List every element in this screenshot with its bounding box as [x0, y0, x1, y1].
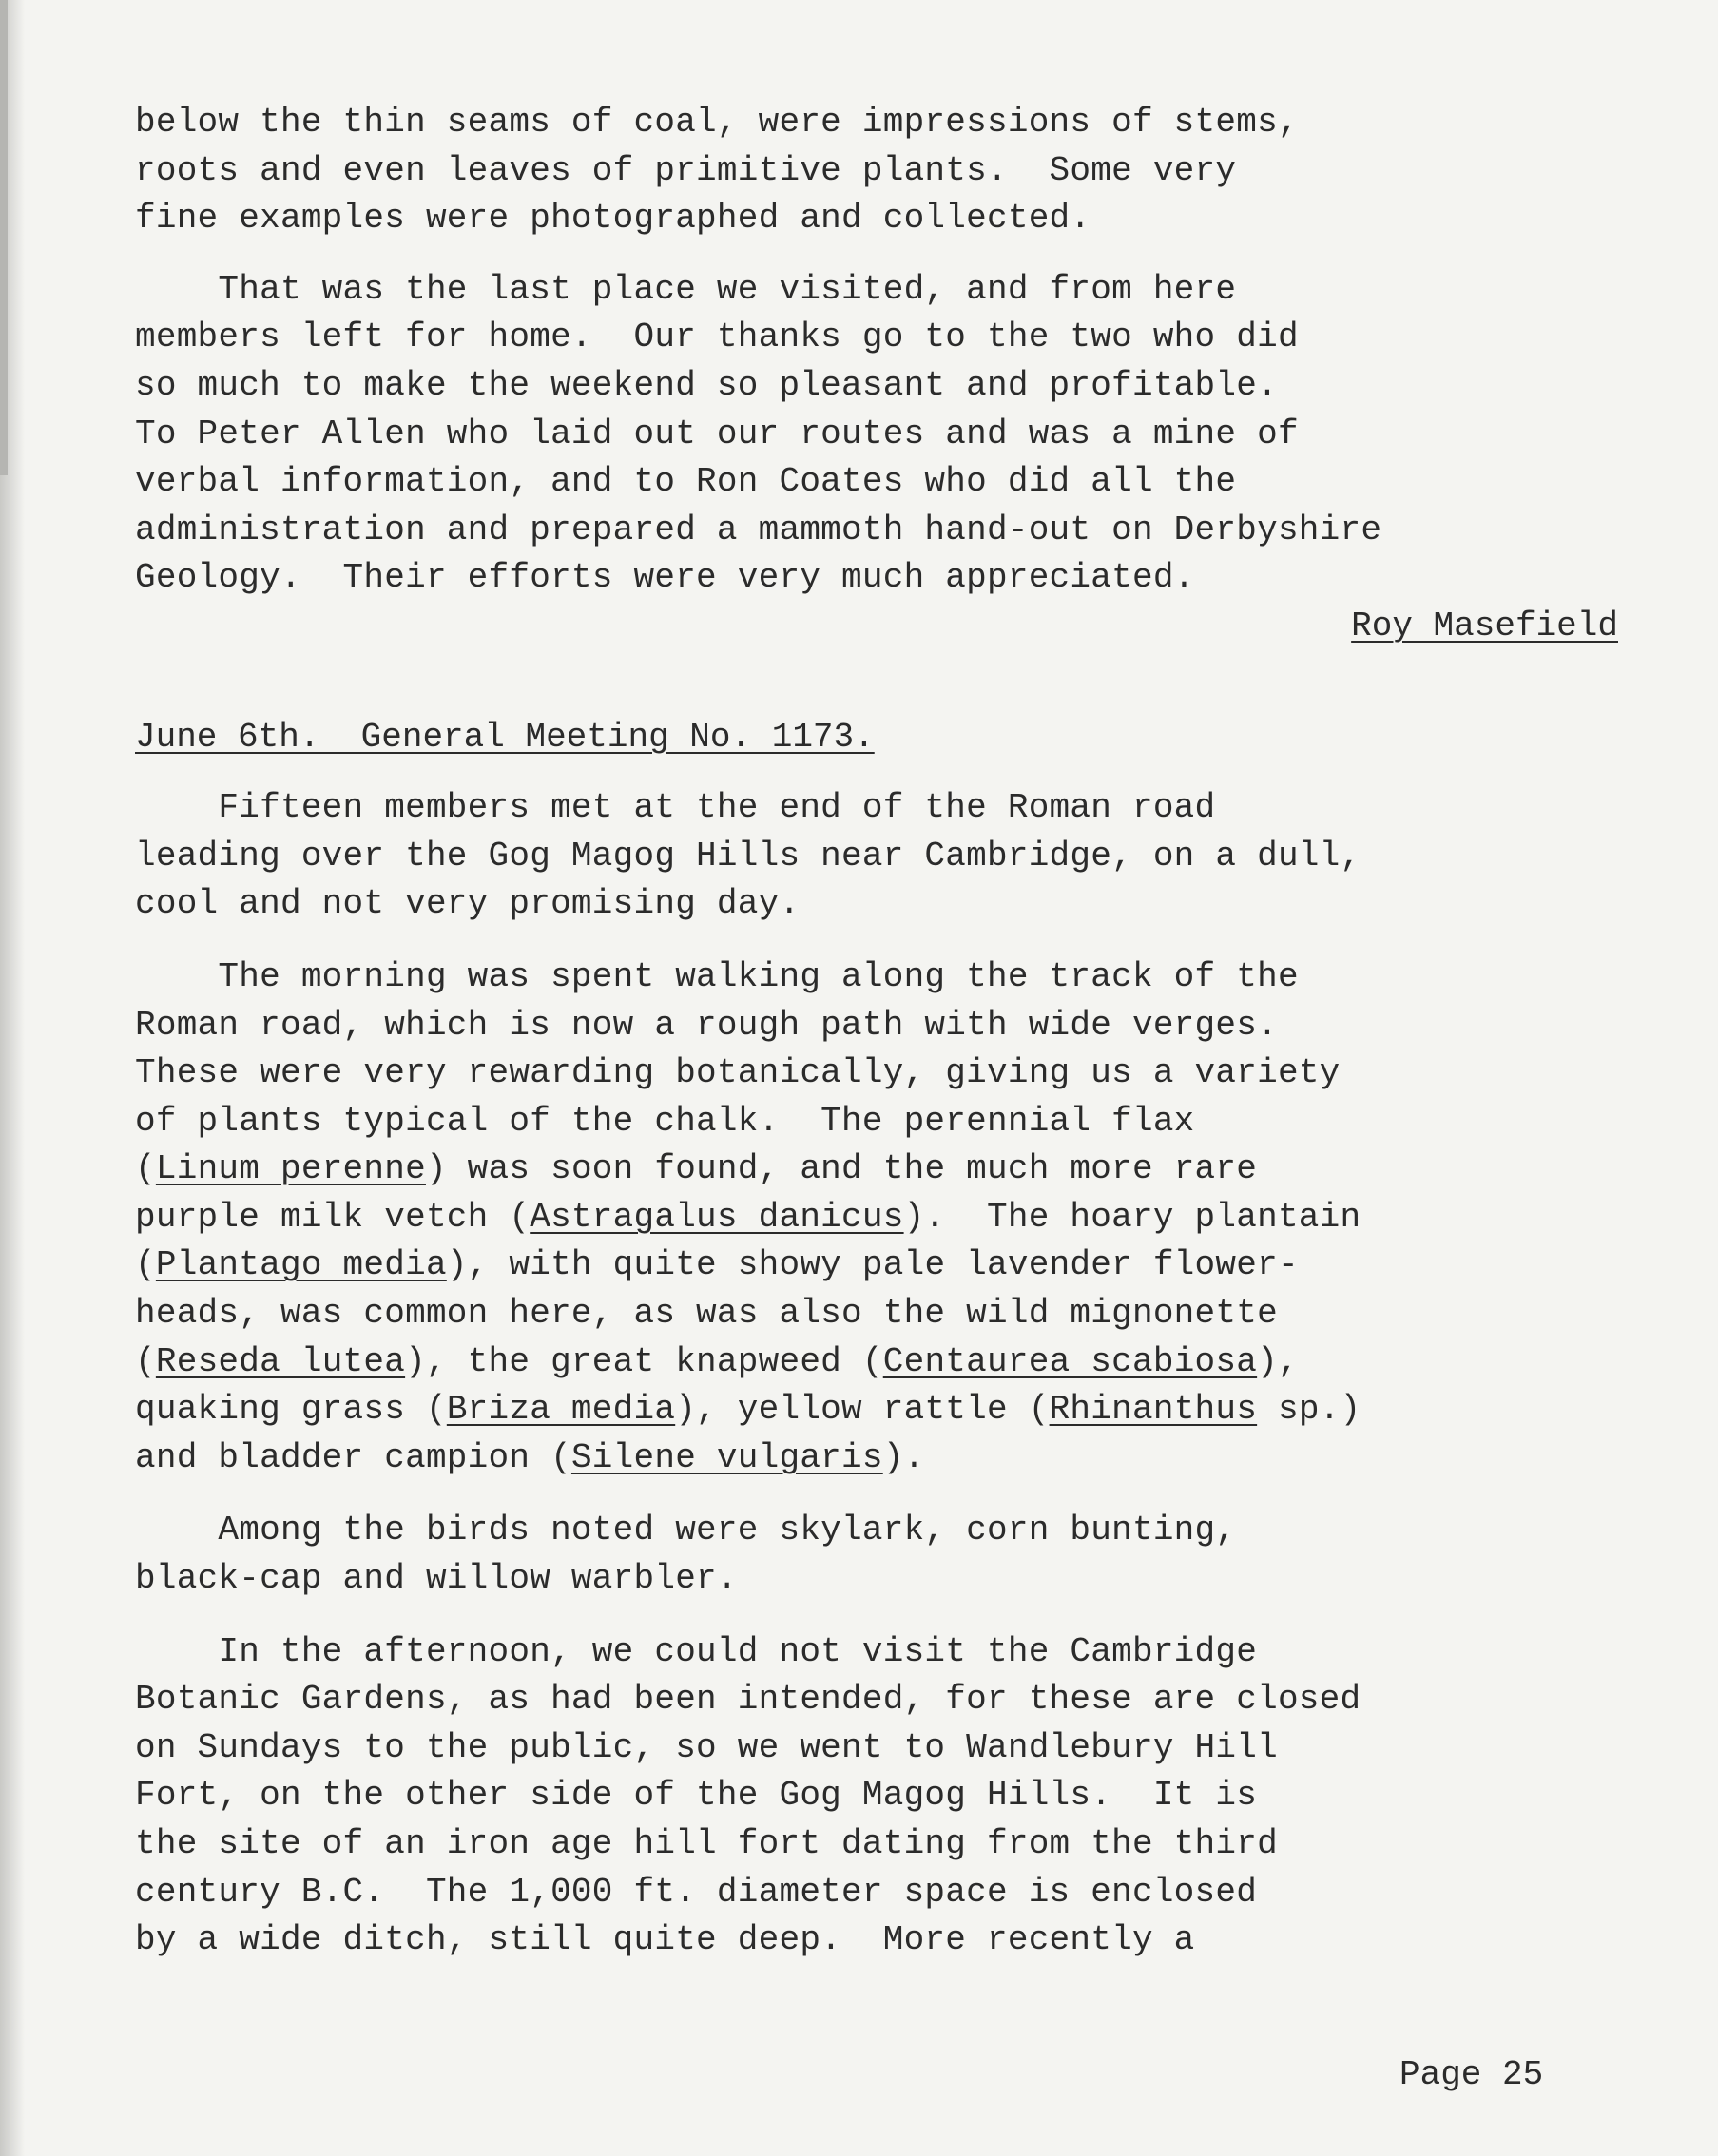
text-line: Fifteen members met at the end of the Roman road	[135, 788, 1216, 828]
species-name: Reseda lutea	[155, 1341, 406, 1381]
text-line	[135, 1242, 1618, 1290]
text-line: These were very rewarding botanically, giving us a variety	[135, 1053, 1341, 1093]
text-fragment: ) was soon found, and the much more rare	[425, 1149, 1258, 1189]
text-line: administration and prepared a mammoth hand-out on Derbyshire	[135, 510, 1382, 549]
paragraph-continuation	[135, 99, 1618, 243]
text-line: Botanic Gardens, as had been intended, for these are closed	[135, 1680, 1361, 1720]
paragraph-botany	[135, 953, 1618, 1483]
text-line: That was the last place we visited, and from here	[135, 269, 1237, 309]
text-fragment: ), the great knapweed (	[405, 1341, 883, 1381]
species-name: Centaurea scabiosa	[882, 1341, 1258, 1381]
text-line: on Sundays to the public, so we went to Wandlebury Hill	[135, 1727, 1278, 1767]
paragraph-intro	[135, 784, 1618, 929]
species-name: Linum perenne	[155, 1149, 426, 1189]
text-line: by a wide ditch, still quite deep. More recently a	[135, 1920, 1195, 1960]
text-line	[135, 1145, 1618, 1194]
text-line: heads, was common here, as was also the wild mignonette	[135, 1294, 1278, 1334]
species-name: Plantago media	[155, 1245, 447, 1285]
text-line: In the afternoon, we could not visit the Cambridge	[135, 1631, 1258, 1671]
text-line: black-cap and willow warbler.	[135, 1559, 738, 1599]
section-gap	[135, 651, 1618, 714]
paragraph-gap	[135, 243, 1618, 266]
paragraph-gap	[135, 1482, 1618, 1507]
text-line	[135, 1434, 1618, 1483]
species-name: Astragalus danicus	[530, 1197, 904, 1237]
text-fragment: ), with quite showy pale lavender flower-	[446, 1245, 1299, 1285]
paragraph-birds	[135, 1507, 1618, 1603]
text-line: of plants typical of the chalk. The perennial flax	[135, 1101, 1195, 1141]
paragraph-gap	[135, 1604, 1618, 1628]
text-line: century B.C. The 1,000 ft. diameter space is enclosed	[135, 1872, 1258, 1912]
text-line	[135, 1338, 1618, 1387]
text-fragment: (	[135, 1149, 156, 1189]
text-line: fine examples were photographed and collected.	[135, 199, 1091, 239]
text-line: Roman road, which is now a rough path with wide verges.	[135, 1005, 1278, 1045]
text-fragment: ). The hoary plantain	[903, 1197, 1361, 1237]
text-line: roots and even leaves of primitive plants. Some very	[135, 150, 1237, 190]
text-line: To Peter Allen who laid out our routes and was a mine of	[135, 414, 1299, 453]
species-name: Briza media	[446, 1390, 676, 1430]
binding-notch	[0, 0, 8, 475]
paragraph-gap	[135, 761, 1618, 784]
paragraph-thanks	[135, 266, 1618, 603]
text-line: so much to make the weekend so pleasant and profitable.	[135, 365, 1278, 405]
text-fragment: quaking grass (	[135, 1390, 447, 1430]
text-fragment: (	[135, 1341, 156, 1381]
page-number: Page 25	[1399, 2055, 1544, 2094]
text-line: the site of an iron age hill fort dating from the third	[135, 1824, 1278, 1863]
text-fragment: sp.)	[1257, 1390, 1361, 1430]
text-line: verbal information, and to Ron Coates who did all the	[135, 462, 1237, 502]
paragraph-gap	[135, 929, 1618, 953]
section-heading	[135, 714, 1618, 762]
text-line	[135, 1386, 1618, 1434]
text-fragment: and bladder campion (	[135, 1437, 571, 1477]
text-fragment: (	[135, 1245, 156, 1285]
text-fragment: purple milk vetch (	[135, 1197, 531, 1237]
meeting-title: June 6th. General Meeting No. 1173.	[135, 717, 875, 757]
text-line: cool and not very promising day.	[135, 884, 801, 924]
text-fragment: ).	[882, 1437, 925, 1477]
text-line: leading over the Gog Magog Hills near Cambridge, on a dull,	[135, 836, 1361, 876]
text-line: Among the birds noted were skylark, corn bunting,	[135, 1511, 1237, 1550]
text-line: below the thin seams of coal, were impressions of stems,	[135, 103, 1299, 142]
text-line: members left for home. Our thanks go to the two who did	[135, 318, 1299, 357]
author-signature	[135, 603, 1618, 651]
text-line	[135, 1194, 1618, 1242]
text-fragment: ),	[1257, 1341, 1299, 1381]
text-line: Geology. Their efforts were very much appreciated.	[135, 558, 1195, 598]
document-page	[135, 99, 1618, 1965]
text-line: The morning was spent walking along the track of the	[135, 956, 1299, 996]
species-name: Rhinanthus	[1049, 1390, 1258, 1430]
species-name: Silene vulgaris	[570, 1437, 883, 1477]
paragraph-afternoon	[135, 1628, 1618, 1965]
text-fragment: ), yellow rattle (	[675, 1390, 1050, 1430]
text-line: Fort, on the other side of the Gog Magog Hills. It is	[135, 1776, 1258, 1816]
author-name: Roy Masefield	[1351, 606, 1618, 645]
